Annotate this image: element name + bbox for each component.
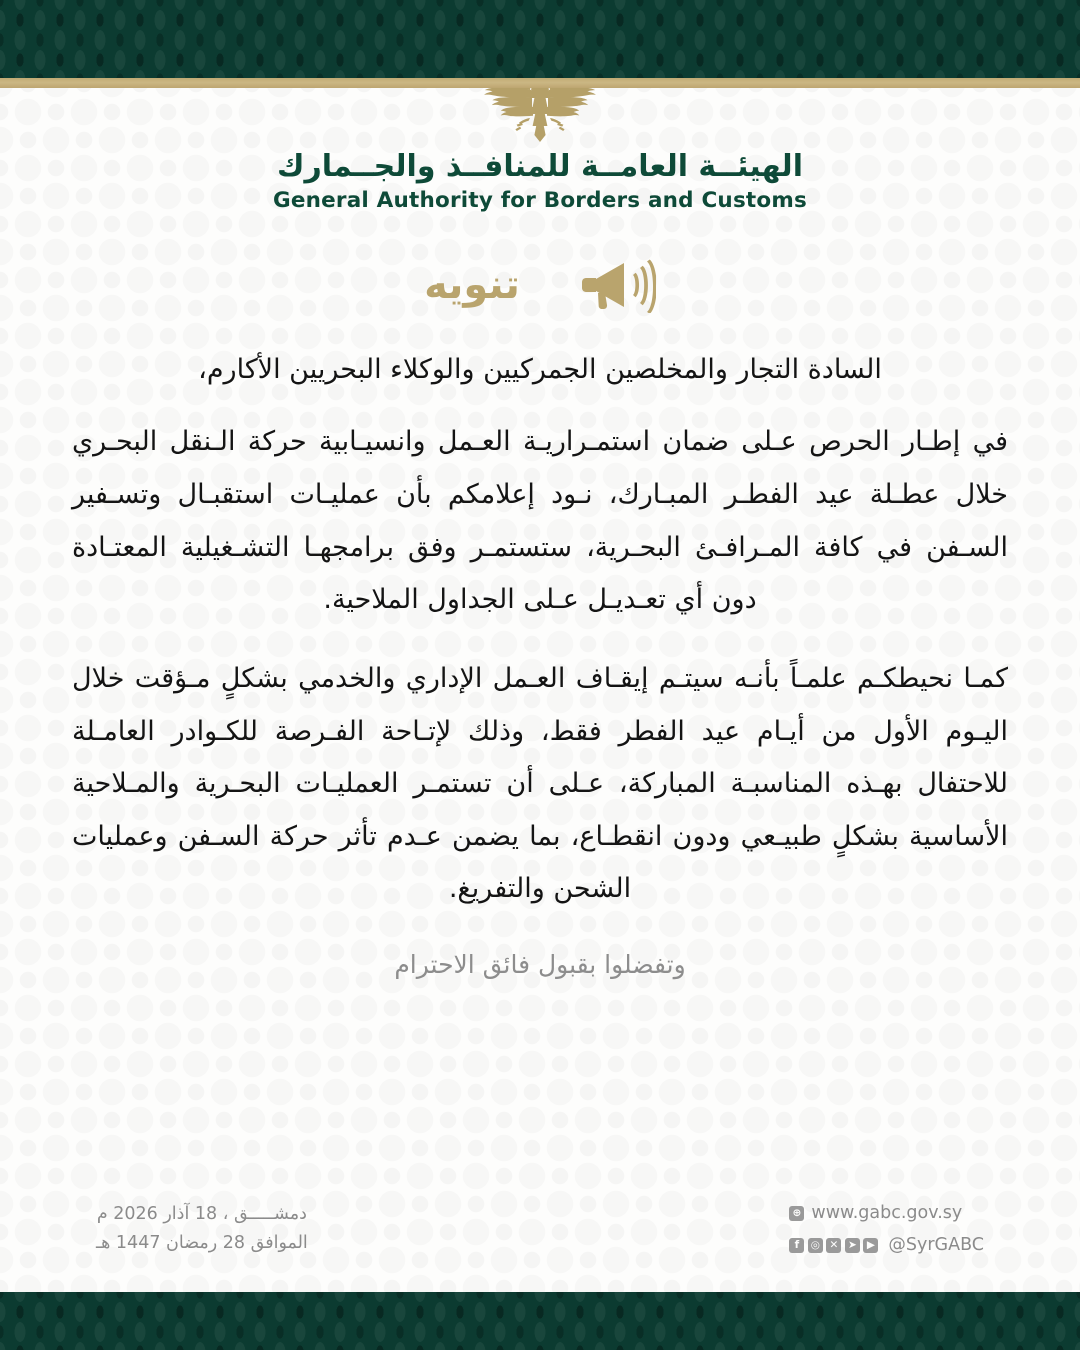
notice-paragraph-1: في إطـار الحرص عـلى ضمان استمـراريـة العـمل وانسيـابية حركة الـنقل البحـري خلال عطـلة عيد الفطـر المبـارك، نـود إعلامكم بأن عمليـات استقبـال وتسـفير السـفن في كافة المـرافـئ البحـرية، ستستمـر وفق برامجهـا التشـغيلية المعتـادة دون أي تعـديـل عـلى الجداول الملاحية. bbox=[72, 426, 1008, 616]
website-url[interactable]: www.gabc.gov.sy bbox=[811, 1203, 963, 1223]
social-line bbox=[789, 1232, 984, 1259]
footer-date-block bbox=[96, 1196, 308, 1258]
instagram-icon[interactable]: ◎ bbox=[808, 1238, 823, 1253]
notice-title-row bbox=[72, 257, 1008, 313]
globe-icon: ⊕ bbox=[789, 1206, 804, 1221]
megaphone-icon bbox=[578, 257, 656, 313]
poster-footer bbox=[0, 1196, 1080, 1292]
facebook-icon[interactable]: f bbox=[789, 1238, 804, 1253]
notice-paragraph-2: كمـا نحيطكـم علمـاً بأنـه سيتـم إيقـاف العـمل الإداري والخدمي بشكلٍ مـؤقت خلال اليـوم الأول من أيـام عيد الفطر فقط، وذلك لإتـاحة الفـرصة للكـوادر العامـلة للاحتفال بهـذه المناسبـة المباركة، عـلى أن تستمـر العمليـات البحـرية والمـلاحية الأساسية بشكلٍ طبيـعي ودون انقطـاع، بما يضمن عـدم تأثر حركة السـفن وعمليات الشحن والتفريغ. bbox=[72, 662, 1008, 905]
date-gregorian: دمشـــــق ، 18 آذار 2026 م bbox=[96, 1204, 307, 1224]
telegram-icon[interactable]: ➤ bbox=[845, 1238, 860, 1253]
organization-name-arabic: الهيئــة العامــة للمنافــذ والجــمارك bbox=[277, 149, 803, 184]
social-handle[interactable]: @SyrGABC bbox=[888, 1235, 984, 1256]
social-icon-set bbox=[789, 1238, 878, 1253]
closing-salutation: وتفضلوا بقبول فائق الاحترام bbox=[394, 950, 686, 980]
website-line bbox=[789, 1200, 984, 1227]
x-twitter-icon[interactable]: ✕ bbox=[826, 1238, 841, 1253]
bottom-ornamental-band bbox=[0, 1292, 1080, 1350]
youtube-icon[interactable]: ▶ bbox=[863, 1238, 878, 1253]
salutation-text: السادة التجار والمخلصين الجمركيين والوكلاء البحريين الأكارم، bbox=[198, 353, 882, 385]
date-hijri: الموافق 28 رمضان 1447 هـ bbox=[96, 1232, 308, 1253]
top-ornamental-band bbox=[0, 0, 1080, 78]
top-gold-rule bbox=[0, 78, 1080, 88]
notice-title: تنويه bbox=[424, 261, 520, 308]
organization-name-english: General Authority for Borders and Customs bbox=[273, 187, 807, 213]
footer-contact-block bbox=[789, 1196, 984, 1259]
organization-names bbox=[72, 148, 1008, 213]
